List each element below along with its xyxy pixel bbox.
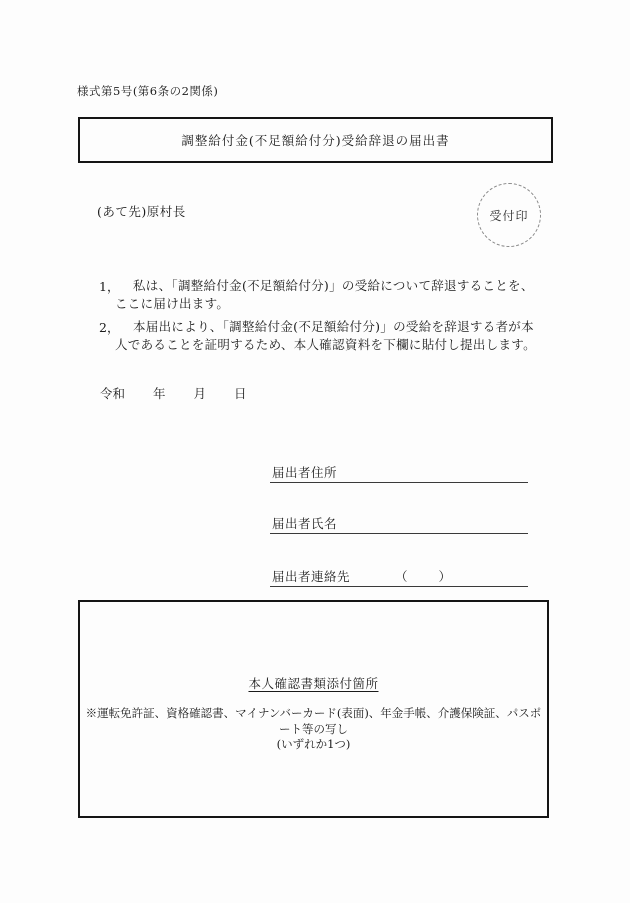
era-label: 令和	[100, 386, 126, 401]
title-box	[78, 117, 553, 163]
day-label: 日	[234, 386, 247, 401]
statement-text: 私は、「調整給付金(不足額給付分)」の受給について辞退することを、ここに届け出ます。	[115, 278, 534, 311]
id-attachment-box	[78, 600, 549, 818]
year-label: 年	[153, 386, 166, 401]
document-title: 調整給付金(不足額給付分)受給辞退の届出書	[181, 133, 450, 148]
statement-list	[99, 277, 539, 359]
phone-paren: （ ）	[395, 569, 454, 584]
field-declarant-contact	[270, 567, 528, 587]
form-number: 様式第5号(第6条の2関係)	[77, 84, 219, 98]
statement-item-2	[99, 318, 539, 353]
attachment-choose-one: (いずれか1つ)	[276, 737, 351, 751]
statement-item-1	[99, 277, 539, 312]
attachment-note: ※運転免許証、資格確認書、マイナンバーカード(表面)、年金手帳、介護保険証、パスポート等の写し	[85, 706, 542, 736]
field-label: 届出者氏名	[272, 516, 338, 531]
field-declarant-name	[270, 514, 528, 534]
receipt-stamp-label: 受付印	[489, 208, 529, 223]
receipt-stamp-circle	[477, 183, 541, 247]
statement-number: 1，	[99, 279, 120, 294]
statement-text: 本届出により、「調整給付金(不足額給付分)」の受給を辞退する者が本人であることを証明するため、本人確認資料を下欄に貼付し提出します。	[115, 319, 536, 352]
field-label: 届出者連絡先	[272, 569, 351, 584]
field-declarant-address	[270, 463, 528, 483]
date-line	[100, 384, 247, 402]
month-label: 月	[193, 386, 207, 401]
addressee: (あて先)原村長	[97, 204, 186, 219]
field-label: 届出者住所	[272, 465, 338, 480]
statement-number: 2，	[99, 320, 120, 335]
attachment-heading: 本人確認書類添付箇所	[248, 676, 379, 691]
